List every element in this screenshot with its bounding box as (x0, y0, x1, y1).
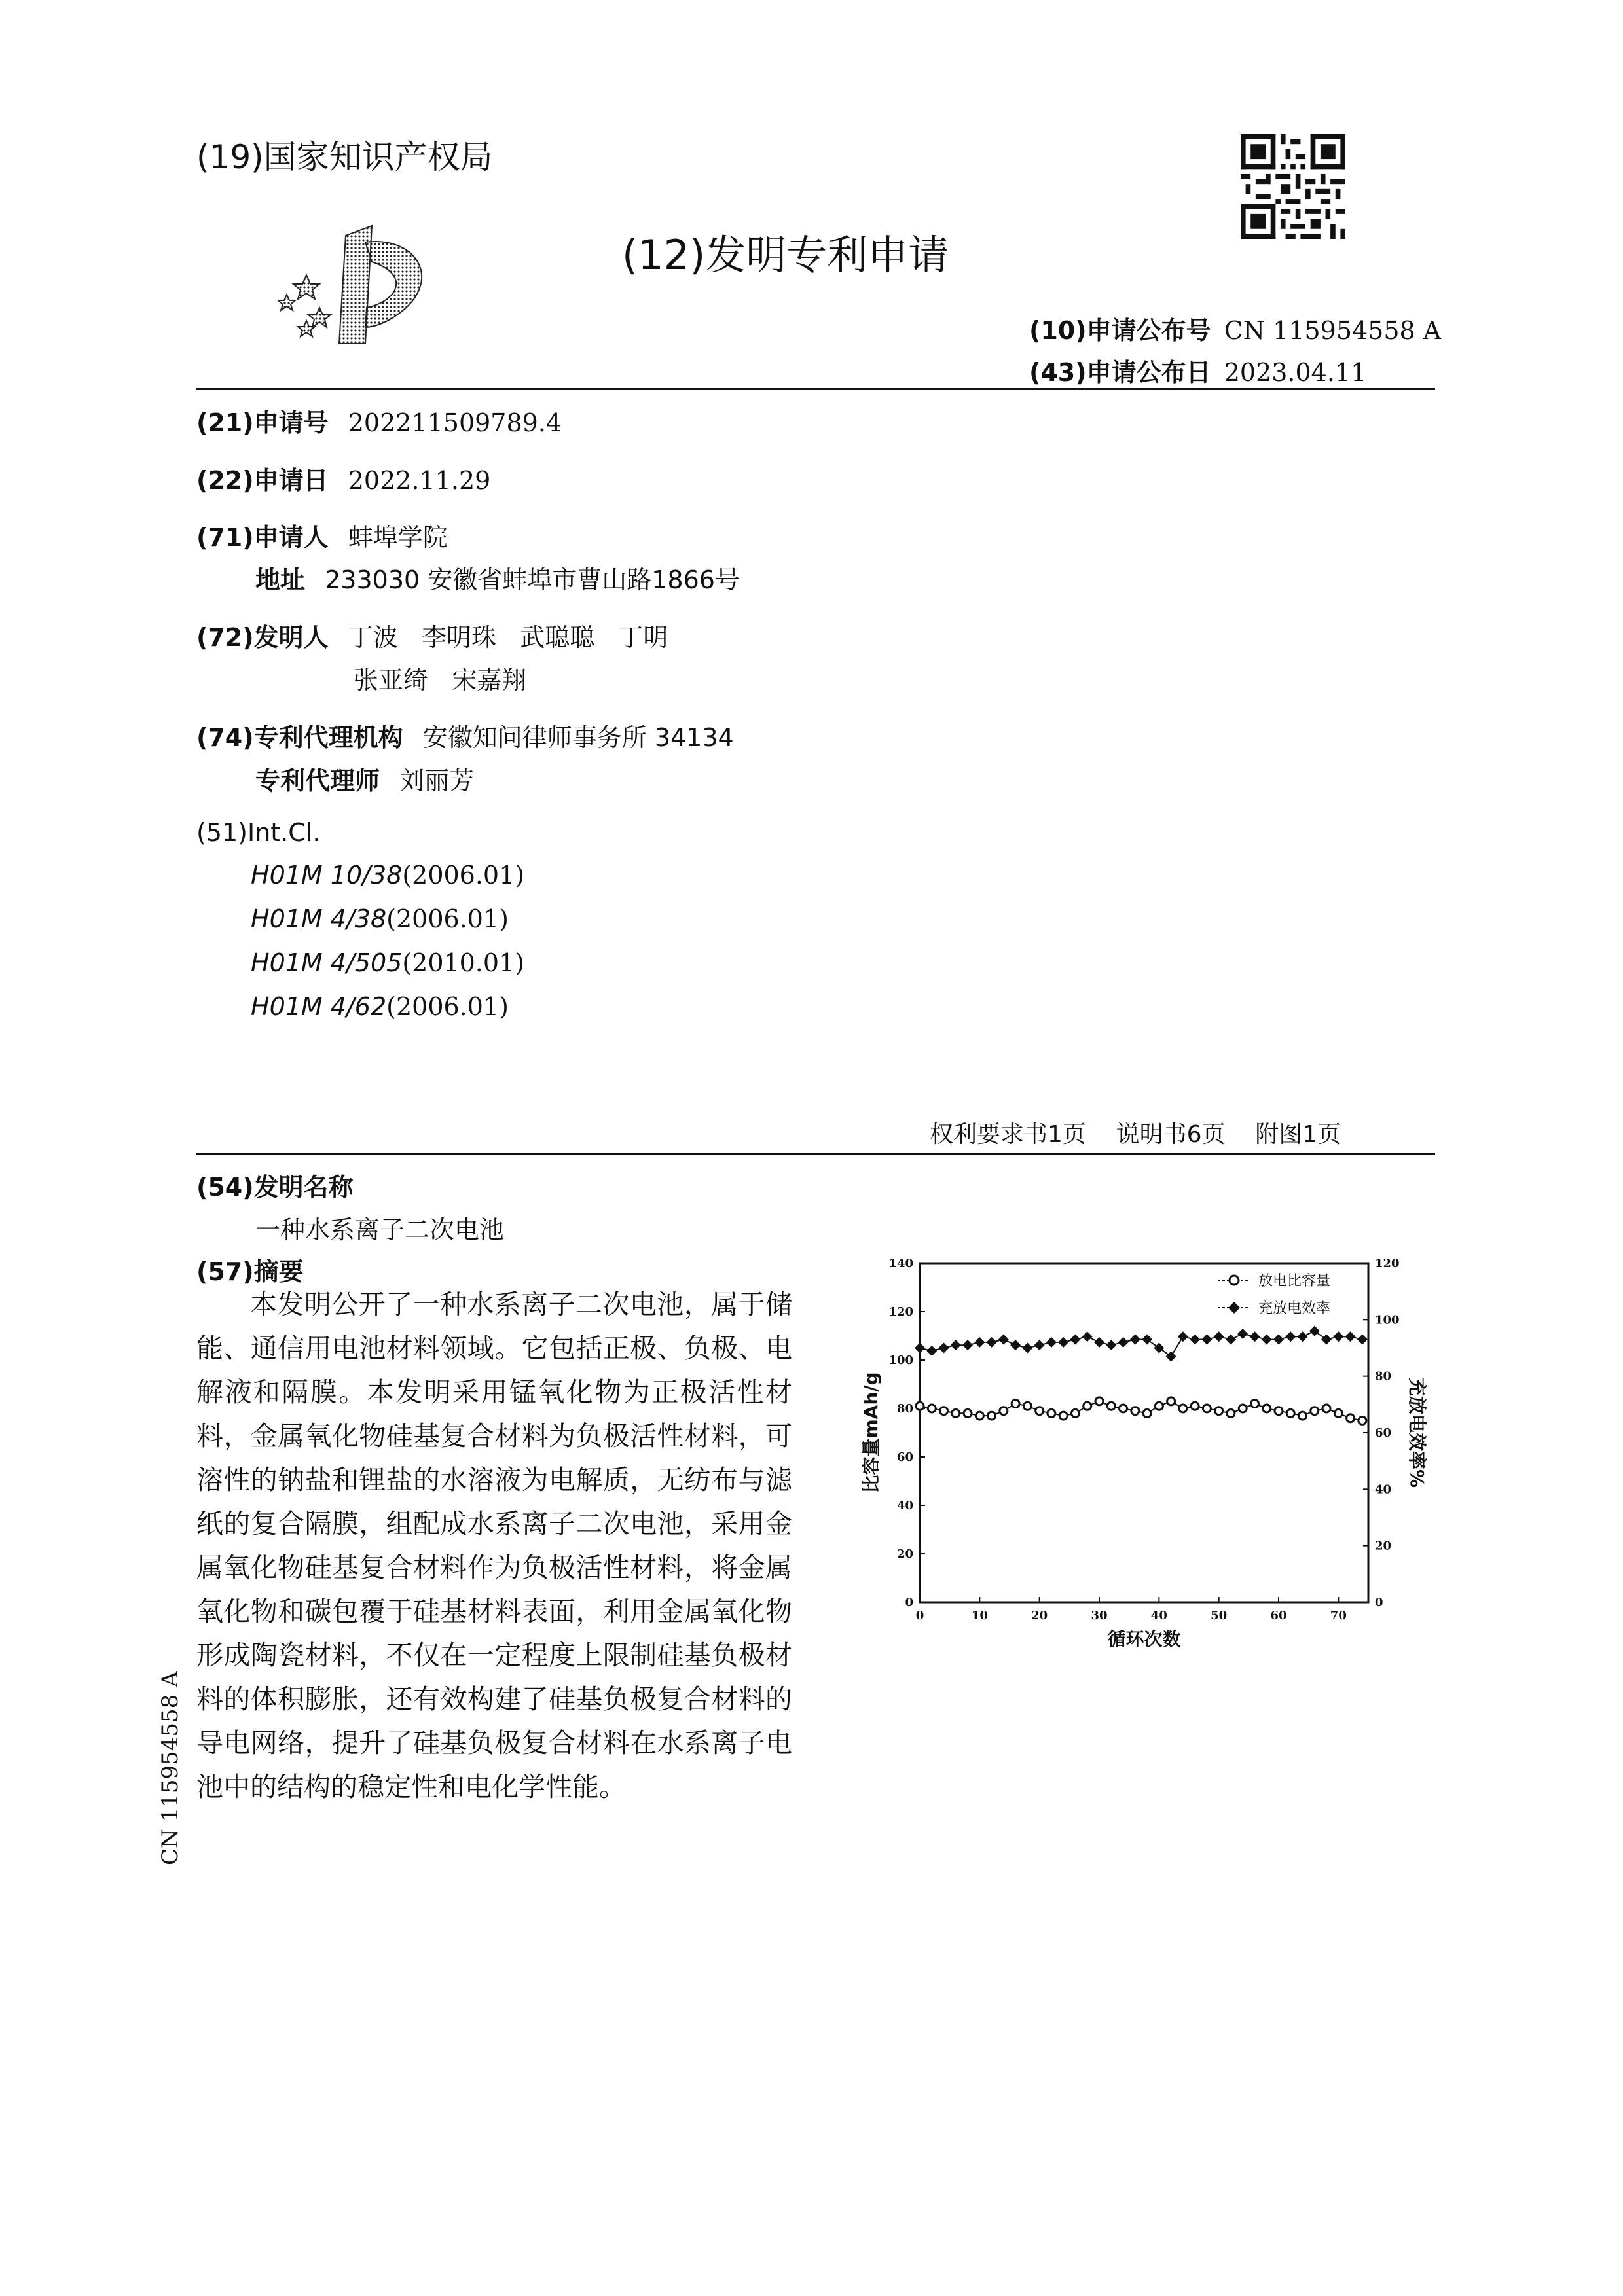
data-point (1084, 1402, 1091, 1410)
data-point (987, 1337, 997, 1348)
data-point (1000, 1407, 1008, 1415)
legend-marker (1228, 1302, 1240, 1314)
intcl-label: (51)Int.Cl. (196, 818, 321, 847)
intcl-version: (2010.01) (402, 948, 525, 977)
data-point (1130, 1335, 1140, 1345)
intcl-code: H01M 4/38 (251, 905, 387, 933)
x-tick-label: 0 (915, 1609, 924, 1623)
data-point (1095, 1397, 1103, 1405)
publication-date: 2023.04.11 (1224, 358, 1367, 387)
application-number-row (196, 403, 562, 439)
intcl-version: (2006.01) (386, 992, 509, 1021)
x-axis-label: 循环次数 (1107, 1628, 1181, 1650)
data-point (1299, 1412, 1307, 1420)
agent: 刘丽芳 (399, 766, 475, 795)
application-date-row (196, 460, 490, 496)
y2-tick-label: 40 (1375, 1482, 1392, 1497)
data-point (1333, 1331, 1343, 1342)
data-point (1094, 1337, 1104, 1348)
data-point (976, 1412, 983, 1420)
publication-date-label: (43)申请公布日 (1029, 358, 1211, 387)
data-point (915, 1343, 925, 1354)
agency: 安徽知问律师事务所 34134 (422, 723, 734, 752)
intcl-version: (2006.01) (402, 861, 525, 889)
inventors-line2: 张亚绮 宋嘉翔 (354, 666, 527, 694)
qr-code-graphic (1241, 134, 1345, 239)
x-tick-label: 20 (1031, 1609, 1048, 1623)
abstract-figure (851, 1250, 1427, 1672)
data-point (1298, 1331, 1308, 1342)
publication-number-row (1029, 310, 1441, 346)
qr-code (1241, 134, 1345, 242)
data-point (1321, 1335, 1332, 1345)
data-point (1239, 1405, 1247, 1412)
inventors-line1: 丁波 李明珠 武聪聪 丁明 (348, 623, 668, 652)
data-point (1322, 1405, 1330, 1412)
inventor-label: (72)发明人 (196, 623, 329, 652)
x-tick-label: 50 (1211, 1609, 1228, 1623)
data-point (1036, 1407, 1044, 1415)
data-point (1250, 1400, 1258, 1408)
y2-tick-label: 20 (1375, 1539, 1392, 1553)
y2-tick-label: 80 (1375, 1369, 1392, 1384)
data-point (1154, 1343, 1164, 1354)
data-point (1023, 1402, 1031, 1410)
document-type: (12)发明专利申请 (622, 231, 949, 279)
data-point (1107, 1402, 1115, 1410)
intcl-code: H01M 4/505 (251, 948, 403, 977)
data-point (1142, 1335, 1152, 1345)
address-row (255, 560, 740, 596)
y-tick-label: 100 (888, 1354, 913, 1367)
data-point (1286, 1409, 1294, 1417)
data-point (1059, 1412, 1067, 1420)
data-point (1334, 1409, 1342, 1417)
data-point (1118, 1337, 1129, 1348)
applicant-row (196, 517, 448, 553)
legend-marker (1230, 1276, 1239, 1285)
application-number-label: (21)申请号 (196, 408, 329, 437)
applicant: 蚌埠学院 (348, 523, 448, 552)
data-point (1131, 1407, 1139, 1415)
data-point (988, 1412, 996, 1420)
address-label: 地址 (255, 565, 306, 594)
intcl-item (251, 861, 524, 889)
x-tick-label: 30 (1091, 1609, 1108, 1623)
data-point (1285, 1331, 1296, 1342)
title-label: (54)发明名称 (196, 1173, 354, 1202)
application-date-label: (22)申请日 (196, 466, 329, 495)
data-point (1070, 1335, 1080, 1345)
intcl-item (251, 992, 509, 1021)
data-point (952, 1409, 960, 1417)
data-point (1249, 1331, 1260, 1342)
intcl-version: (2006.01) (386, 905, 509, 933)
data-point (1190, 1335, 1200, 1345)
data-point (1058, 1337, 1068, 1348)
intcl-code: H01M 4/62 (251, 992, 387, 1021)
y-tick-label: 0 (905, 1596, 913, 1609)
y2-tick-label: 0 (1375, 1596, 1383, 1609)
data-point (1048, 1409, 1055, 1417)
y-tick-label: 40 (896, 1499, 913, 1513)
page-counts: 权利要求书1页 说明书6页 附图1页 (930, 1121, 1341, 1148)
data-point (1263, 1405, 1271, 1412)
data-point (916, 1402, 924, 1410)
data-point (1357, 1335, 1368, 1345)
data-point (1359, 1417, 1366, 1425)
data-point (1262, 1335, 1272, 1345)
series-line-1 (920, 1401, 1362, 1421)
y-tick-label: 140 (888, 1257, 913, 1270)
data-point (1143, 1409, 1151, 1417)
data-point (1237, 1329, 1248, 1339)
agency-row (196, 717, 734, 753)
data-point (926, 1346, 937, 1356)
y2-tick-label: 100 (1375, 1313, 1400, 1327)
address: 233030 安徽省蚌埠市曹山路1866号 (325, 565, 740, 594)
agent-label: 专利代理师 (255, 766, 380, 795)
cnipa-logo-graphic (267, 223, 457, 347)
data-point (951, 1340, 961, 1350)
publication-date-row (1029, 352, 1366, 388)
intcl-item (251, 948, 524, 977)
abstract-text: 本发明公开了一种水系离子二次电池，属于储能、通信用电池材料领域。它包括正极、负极、电解液和隔膜。本发明采用锰氧化物为正极活性材料，金属氧化物硅基复合材料为负极活性材料，可溶性的钠盐和锂盐的水溶液为电解质，无纺布与滤纸的复合隔膜，组配成水系离子二次电池，采用金属氧化物硅基复合材料作为负极活性材料，将金属氧化物和碳包覆于硅基材料表面，利用金属氧化物形成陶瓷材料，不仅在一定程度上限制硅基负极材料的体积膨胀，还有效构建了硅基负极复合材料的导电网络，提升了硅基负极复合材料在水系离子电池中的结构的稳定性和电化学性能。 (196, 1289, 792, 1803)
x-tick-label: 10 (971, 1609, 988, 1623)
invention-title: 一种水系离子二次电池 (255, 1215, 505, 1244)
data-point (939, 1343, 949, 1354)
data-point (1155, 1402, 1163, 1410)
data-point (1275, 1407, 1283, 1415)
series-line-2 (920, 1331, 1362, 1357)
data-point (1311, 1407, 1319, 1415)
office-name: (19)国家知识产权局 (196, 138, 493, 176)
data-point (998, 1335, 1009, 1345)
legend-label: 放电比容量 (1258, 1273, 1331, 1289)
data-point (1120, 1405, 1127, 1412)
data-point (1034, 1340, 1045, 1350)
side-publication-number: CN 115954558 A (157, 1671, 183, 1865)
data-point (1106, 1340, 1116, 1350)
cycle-performance-chart (851, 1250, 1427, 1669)
publication-number-label: (10)申请公布号 (1029, 316, 1211, 345)
header-divider (196, 388, 1435, 390)
data-point (1227, 1409, 1235, 1417)
data-point (1022, 1343, 1032, 1354)
data-point (1166, 1351, 1176, 1361)
data-point (974, 1337, 985, 1348)
data-point (1071, 1409, 1079, 1417)
data-point (1203, 1405, 1211, 1412)
data-point (940, 1407, 948, 1415)
y-tick-label: 20 (896, 1547, 913, 1561)
inventor-row (196, 617, 668, 653)
section-divider (196, 1153, 1435, 1155)
x-tick-label: 40 (1150, 1609, 1167, 1623)
data-point (962, 1340, 973, 1350)
x-tick-label: 70 (1330, 1609, 1347, 1623)
cnipa-logo (267, 223, 457, 350)
y2-axis-label: 充放电效率% (1406, 1377, 1427, 1488)
data-point (1214, 1331, 1224, 1342)
y-tick-label: 60 (896, 1450, 913, 1464)
data-point (1191, 1402, 1199, 1410)
data-point (1046, 1337, 1057, 1348)
y2-tick-label: 120 (1375, 1257, 1400, 1270)
agent-row (255, 761, 474, 797)
data-point (1179, 1405, 1187, 1412)
y2-tick-label: 60 (1375, 1426, 1392, 1440)
legend-label: 充放电效率 (1258, 1300, 1331, 1317)
data-point (1226, 1335, 1236, 1345)
data-point (1082, 1331, 1093, 1342)
y-tick-label: 80 (896, 1402, 913, 1416)
x-tick-label: 60 (1270, 1609, 1287, 1623)
intcl-item (251, 905, 509, 933)
data-point (964, 1409, 972, 1417)
data-point (1167, 1397, 1175, 1405)
publication-number: CN 115954558 A (1224, 316, 1442, 345)
application-date: 2022.11.29 (348, 466, 491, 495)
agency-label: (74)专利代理机构 (196, 723, 403, 752)
data-point (1178, 1331, 1188, 1342)
data-point (1345, 1331, 1356, 1342)
data-point (1215, 1407, 1223, 1415)
y-axis-label: 比容量mAh/g (860, 1372, 882, 1494)
data-point (1309, 1326, 1320, 1336)
applicant-label: (71)申请人 (196, 523, 329, 552)
data-point (1201, 1335, 1212, 1345)
application-number: 202211509789.4 (348, 408, 562, 437)
data-point (928, 1405, 936, 1412)
y-tick-label: 120 (888, 1305, 913, 1319)
data-point (1347, 1414, 1355, 1422)
abstract-label: (57)摘要 (196, 1257, 304, 1286)
data-point (1273, 1335, 1284, 1345)
data-point (1012, 1400, 1019, 1408)
intcl-code: H01M 10/38 (251, 861, 403, 889)
data-point (1010, 1340, 1021, 1350)
